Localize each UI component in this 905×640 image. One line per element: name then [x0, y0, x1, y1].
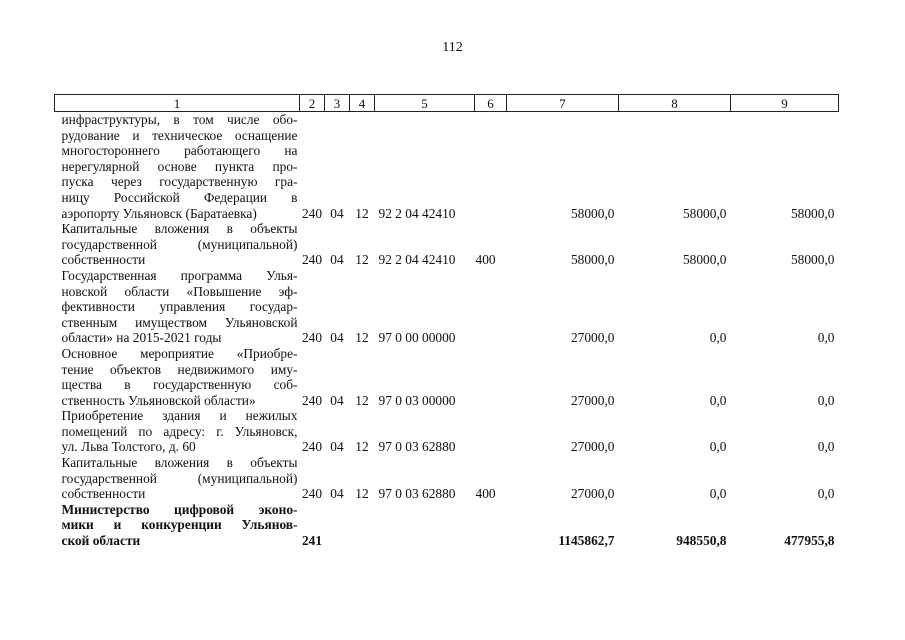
row-code-6: 400	[475, 486, 496, 502]
row-amount-9: 0,0	[817, 392, 835, 408]
row-amount-9: 58000,0	[790, 205, 835, 221]
row-code-5	[375, 502, 475, 549]
table-header-row	[55, 95, 839, 112]
row-amount-7: 27000,0	[570, 486, 615, 502]
row-name-line: пуска через государственную гра-	[61, 174, 298, 190]
row-amount-9: 477955,8	[784, 533, 835, 549]
row-name	[55, 502, 300, 549]
row-amount-9: 0,0	[817, 486, 835, 502]
row-name	[55, 455, 300, 502]
row-amount-8: 0,0	[709, 330, 727, 346]
row-code-2: 240	[301, 252, 323, 268]
row-name-line: щества в государственную соб-	[61, 377, 298, 393]
page-number: 112	[442, 40, 463, 55]
row-name	[55, 268, 300, 346]
column-header-9: 9	[731, 95, 839, 112]
row-amount-8: 0,0	[709, 486, 727, 502]
row-name-line: аэропорту Ульяновск (Баратаевка)	[61, 205, 257, 221]
row-name	[55, 408, 300, 455]
row-amount-7: 58000,0	[570, 205, 615, 221]
row-code-3	[325, 502, 350, 549]
row-code-5: 97 0 03 00000	[378, 392, 456, 408]
row-name	[55, 221, 300, 268]
row-code-4: 12	[355, 252, 369, 268]
row-name-line: инфраструктуры, в том числе обо-	[61, 112, 298, 127]
row-code-3: 04	[330, 330, 344, 346]
row-code-4	[350, 502, 375, 549]
row-name-line: Основное мероприятие «Приобре-	[61, 345, 298, 361]
row-code-5: 97 0 03 62880	[378, 486, 456, 502]
row-name-line: ской области	[61, 533, 141, 549]
row-name-line: фективности управления государ-	[61, 299, 298, 315]
row-code-3: 04	[330, 205, 344, 221]
row-name-line: тение объектов недвижимого иму-	[61, 361, 298, 377]
row-code-2: 240	[301, 439, 323, 455]
budget-table	[54, 94, 839, 549]
row-code-6	[475, 112, 507, 222]
row-amount-7: 1145862,7	[558, 533, 615, 549]
row-name-line: ственность Ульяновской области»	[61, 392, 256, 408]
table-row	[55, 502, 839, 549]
row-code-3: 04	[330, 252, 344, 268]
column-header-8: 8	[619, 95, 731, 112]
row-name-line: Государственная программа Улья-	[61, 267, 298, 283]
row-name-line: Капитальные вложения в объекты	[61, 221, 298, 237]
row-name-line: собственности	[61, 252, 146, 268]
table-row	[55, 112, 839, 222]
row-code-6	[475, 268, 507, 346]
row-code-2: 241	[301, 533, 323, 549]
column-header-3: 3	[325, 95, 350, 112]
table-row	[55, 268, 839, 346]
row-name-line: рудование и техническое оснащение	[61, 127, 298, 143]
row-code-6	[475, 346, 507, 408]
row-code-4: 12	[355, 392, 369, 408]
row-name-line: мики и конкуренции Ульянов-	[61, 517, 298, 533]
row-name-line: Капитальные вложения в объекты	[61, 455, 298, 471]
row-amount-8: 0,0	[709, 439, 727, 455]
row-amount-8: 0,0	[709, 392, 727, 408]
column-header-5: 5	[375, 95, 475, 112]
row-name-line: Министерство цифровой эконо-	[61, 501, 298, 517]
row-name-line: ницу Российской Федерации в	[61, 189, 298, 205]
table-row	[55, 221, 839, 268]
column-header-7: 7	[507, 95, 619, 112]
row-amount-8: 58000,0	[682, 252, 727, 268]
row-name	[55, 346, 300, 408]
table-row	[55, 408, 839, 455]
column-header-6: 6	[475, 95, 507, 112]
row-name-line: государственной (муниципальной)	[61, 470, 298, 486]
row-code-2: 240	[301, 486, 323, 502]
row-amount-9: 0,0	[817, 330, 835, 346]
row-name-line: новской области «Повышение эф-	[61, 283, 298, 299]
row-code-3: 04	[330, 439, 344, 455]
row-name-line: области» на 2015-2021 годы	[61, 330, 222, 346]
row-code-4: 12	[355, 330, 369, 346]
row-code-2: 240	[301, 330, 323, 346]
row-code-4: 12	[355, 439, 369, 455]
row-name-line: ул. Льва Толстого, д. 60	[61, 439, 196, 455]
row-name-line: нерегулярной основе пункта про-	[61, 158, 298, 174]
row-code-3: 04	[330, 392, 344, 408]
table-row	[55, 346, 839, 408]
row-amount-7: 27000,0	[570, 330, 615, 346]
row-code-5: 92 2 04 42410	[378, 205, 456, 221]
row-code-5: 97 0 00 00000	[378, 330, 456, 346]
row-name-line: многостороннего работающего на	[61, 143, 298, 159]
column-header-1: 1	[55, 95, 300, 112]
row-code-6	[475, 502, 507, 549]
row-name-line: государственной (муниципальной)	[61, 236, 298, 252]
column-header-4: 4	[350, 95, 375, 112]
row-amount-8: 948550,8	[676, 533, 727, 549]
column-header-2: 2	[300, 95, 325, 112]
row-name-line: Приобретение здания и нежилых	[61, 408, 298, 424]
row-amount-7: 58000,0	[570, 252, 615, 268]
row-name	[55, 112, 300, 222]
row-code-6	[475, 408, 507, 455]
row-name-line: ственным имуществом Ульяновской	[61, 314, 298, 330]
row-code-2: 240	[301, 392, 323, 408]
row-amount-9: 58000,0	[790, 252, 835, 268]
row-code-5: 97 0 03 62880	[378, 439, 456, 455]
row-code-5: 92 2 04 42410	[378, 252, 456, 268]
row-name-line: помещений по адресу: г. Ульяновск,	[61, 423, 298, 439]
row-amount-9: 0,0	[817, 439, 835, 455]
row-code-4: 12	[355, 486, 369, 502]
row-amount-8: 58000,0	[682, 205, 727, 221]
row-code-4: 12	[355, 205, 369, 221]
table-row	[55, 455, 839, 502]
row-code-2: 240	[301, 205, 323, 221]
table-body	[55, 112, 839, 549]
row-amount-7: 27000,0	[570, 439, 615, 455]
row-amount-7: 27000,0	[570, 392, 615, 408]
row-name-line: собственности	[61, 486, 146, 502]
row-code-6: 400	[475, 252, 496, 268]
row-code-3: 04	[330, 486, 344, 502]
